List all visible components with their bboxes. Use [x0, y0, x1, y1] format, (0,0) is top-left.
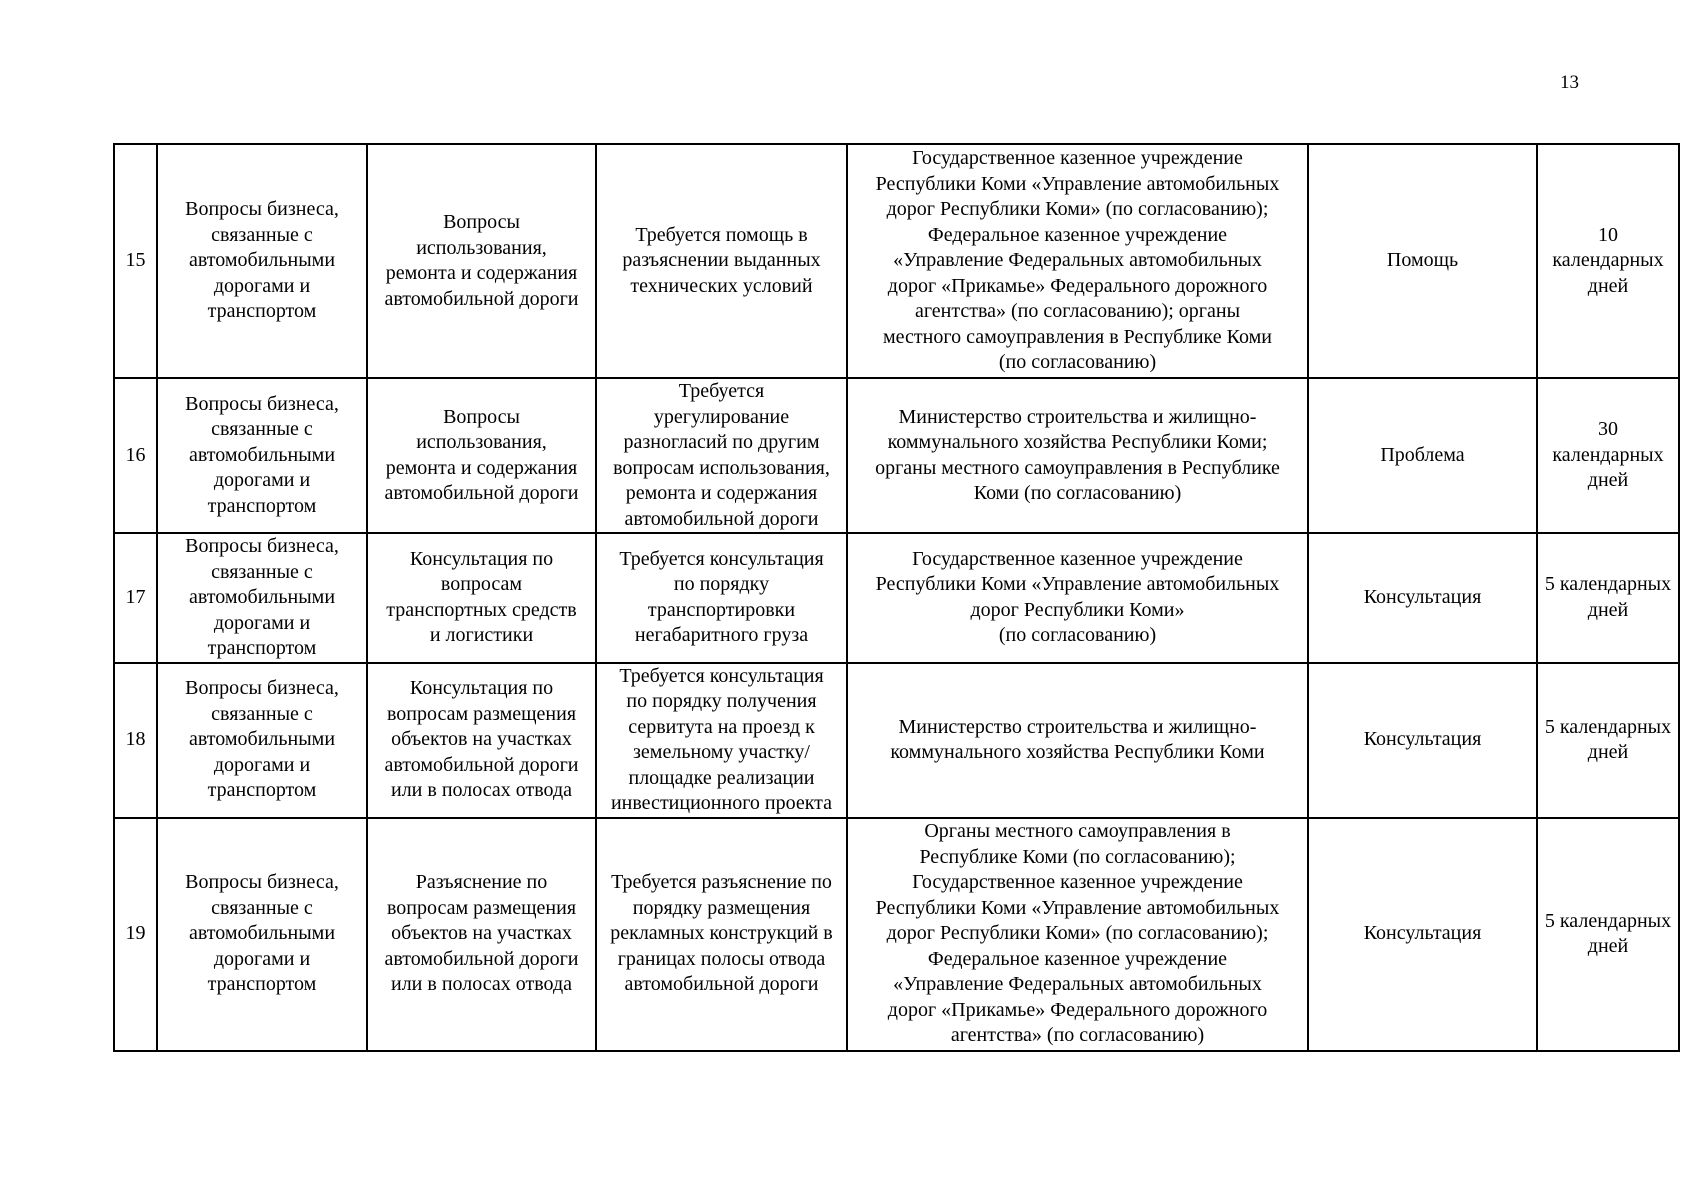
request-type-cell: Консультация	[1308, 663, 1537, 818]
business-area-cell: Вопросы бизнеса, связанные с автомобильными дорогами и транспортом	[157, 818, 367, 1051]
business-area-cell: Вопросы бизнеса, связанные с автомобильными дорогами и транспортом	[157, 533, 367, 663]
table-row	[114, 818, 1679, 1051]
row-number-cell: 18	[114, 663, 157, 818]
organizations-cell: Министерство строительства и жилищно- коммунального хозяйства Республики Коми	[847, 663, 1308, 818]
row-number-cell: 15	[114, 144, 157, 378]
organizations-cell: Государственное казенное учреждение Республики Коми «Управление автомобильных дорог Республики Коми» (по согласованию)	[847, 533, 1308, 663]
request-cell: Требуется консультация по порядку транспортировки негабаритного груза	[596, 533, 847, 663]
term-cell: 5 календарных дней	[1537, 663, 1679, 818]
page-number: 13	[1560, 72, 1579, 93]
services-table	[113, 143, 1680, 1052]
table-row	[114, 533, 1679, 663]
organizations-cell: Государственное казенное учреждение Республики Коми «Управление автомобильных дорог Республики Коми» (по согласованию); Федеральное казенное учреждение «Управление Федеральных автомобильных дорог «Прикамье» Федерального дорожного агентства» (по согласованию); органы местного самоуправления в Республике Коми (по согласованию)	[847, 144, 1308, 378]
topic-cell: Консультация по вопросам транспортных средств и логистики	[367, 533, 596, 663]
topic-cell: Вопросы использования, ремонта и содержания автомобильной дороги	[367, 144, 596, 378]
topic-cell: Разъяснение по вопросам размещения объектов на участках автомобильной дороги или в полосах отвода	[367, 818, 596, 1051]
term-cell: 5 календарных дней	[1537, 818, 1679, 1051]
topic-cell: Консультация по вопросам размещения объектов на участках автомобильной дороги или в полосах отвода	[367, 663, 596, 818]
request-type-cell: Консультация	[1308, 818, 1537, 1051]
request-cell: Требуется урегулирование разногласий по другим вопросам использования, ремонта и содержания автомобильной дороги	[596, 378, 847, 533]
request-cell: Требуется консультация по порядку получения сервитута на проезд к земельному участку/ площадке реализации инвестиционного проекта	[596, 663, 847, 818]
term-cell: 30 календарных дней	[1537, 378, 1679, 533]
topic-cell: Вопросы использования, ремонта и содержания автомобильной дороги	[367, 378, 596, 533]
table-row	[114, 663, 1679, 818]
term-cell: 10 календарных дней	[1537, 144, 1679, 378]
table-row	[114, 378, 1679, 533]
request-type-cell: Консультация	[1308, 533, 1537, 663]
business-area-cell: Вопросы бизнеса, связанные с автомобильными дорогами и транспортом	[157, 663, 367, 818]
business-area-cell: Вопросы бизнеса, связанные с автомобильными дорогами и транспортом	[157, 378, 367, 533]
business-area-cell: Вопросы бизнеса, связанные с автомобильными дорогами и транспортом	[157, 144, 367, 378]
row-number-cell: 16	[114, 378, 157, 533]
request-type-cell: Помощь	[1308, 144, 1537, 378]
request-cell: Требуется помощь в разъяснении выданных технических условий	[596, 144, 847, 378]
request-cell: Требуется разъяснение по порядку размещения рекламных конструкций в границах полосы отвода автомобильной дороги	[596, 818, 847, 1051]
organizations-cell: Министерство строительства и жилищно- коммунального хозяйства Республики Коми; органы местного самоуправления в Республике Коми (по согласованию)	[847, 378, 1308, 533]
table-row	[114, 144, 1679, 378]
row-number-cell: 19	[114, 818, 157, 1051]
request-type-cell: Проблема	[1308, 378, 1537, 533]
term-cell: 5 календарных дней	[1537, 533, 1679, 663]
organizations-cell: Органы местного самоуправления в Республике Коми (по согласованию); Государственное казенное учреждение Республики Коми «Управление автомобильных дорог Республики Коми» (по согласованию); Федеральное казенное учреждение «Управление Федеральных автомобильных дорог «Прикамье» Федерального дорожного агентства» (по согласованию)	[847, 818, 1308, 1051]
row-number-cell: 17	[114, 533, 157, 663]
